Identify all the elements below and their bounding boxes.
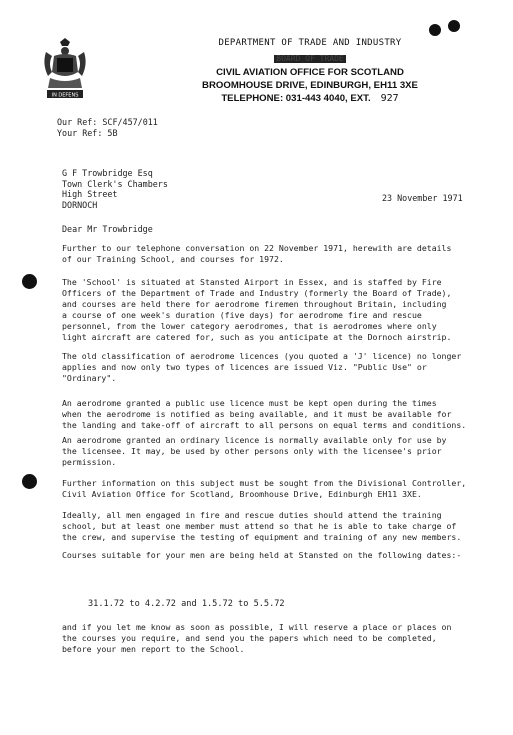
body-paragraph: Further information on this subject must be sought from the Divisional Controller, Civil Aviation Office for Scotland, Broomhouse Drive, Edinburgh EH11 3XE.	[62, 478, 467, 499]
department-name: DEPARTMENT OF TRADE AND INDUSTRY	[218, 38, 402, 48]
struck-out-board-of-trade: BOARD OF TRADE	[276, 54, 344, 63]
recipient-line: DORNOCH	[62, 199, 98, 210]
body-paragraph: The old classification of aerodrome licences (you quoted a 'J' licence) no longer applies and now only two types of licences are issued Viz. "Public Use" or "Ordinary".	[62, 351, 462, 383]
royal-crest-icon	[40, 38, 90, 100]
our-ref: Our Ref: SCF/457/011	[57, 117, 158, 127]
crest-motto: IN DEFENS	[51, 92, 79, 99]
reference-block	[57, 117, 158, 138]
ink-dot-top-right-1	[429, 24, 441, 36]
body-paragraph: An aerodrome granted an ordinary licence is normally available only for use by the licensee. It may, be used by other persons only with the licensee's prior permission.	[62, 435, 447, 467]
body-paragraph: Further to our telephone conversation on 22 November 1971, herewith are details of our Training School, and courses for 1972.	[62, 243, 452, 264]
body-paragraph: The 'School' is situated at Stansted Airport in Essex, and is staffed by Fire Officers of the Department of Trade and Industry (formerly the Board of Trade), and courses are held there for aerodrome firemen throughout Britain, including a course of one week's duration (five days) for aerodrome fire and rescue personnel, from the lower category aerodromes, that is aerodromes where only light aircraft are catered for, such as you anticipate at the Dornoch airstrip.	[62, 277, 452, 342]
office-name: CIVIL AVIATION OFFICE FOR SCOTLAND	[216, 67, 404, 78]
telephone-line	[150, 92, 470, 105]
punch-hole-upper	[22, 274, 37, 289]
body-paragraph: and if you let me know as soon as possible, I will reserve a place or places on the courses you require, and send you the papers which need to be completed, before your men report to the School.	[62, 622, 452, 654]
office-address: BROOMHOUSE DRIVE, EDINBURGH, EH11 3XE	[202, 80, 418, 91]
letterhead	[150, 38, 470, 105]
body-paragraph: An aerodrome granted a public use licence must be kept open during the times when the aerodrome is notified as being available, and it must be available for the landing and take-off of aircraft to all persons on equal terms and conditions.	[62, 398, 467, 430]
punch-hole-lower	[22, 474, 37, 489]
recipient-line: G F Trowbridge Esq	[62, 168, 153, 178]
salutation: Dear Mr Trowbridge	[62, 224, 153, 234]
telephone-extension: 927	[380, 93, 399, 104]
telephone-number: TELEPHONE: 031-443 4040, EXT.	[221, 93, 371, 104]
your-ref: Your Ref: 5B	[57, 127, 118, 138]
course-dates: 31.1.72 to 4.2.72 and 1.5.72 to 5.5.72	[88, 599, 285, 609]
body-paragraph: Courses suitable for your men are being held at Stansted on the following dates:-	[62, 550, 462, 560]
recipient-line: High Street	[62, 189, 118, 199]
letter-date: 23 November 1971	[382, 193, 463, 203]
recipient-address	[62, 168, 168, 210]
body-paragraph: Ideally, all men engaged in fire and rescue duties should attend the training school, but at least one member must attend so that he is able to take charge of the crew, and supervise the testing of equipment and training of any new members.	[62, 510, 462, 542]
ink-dot-top-right-2	[448, 20, 460, 32]
recipient-line: Town Clerk's Chambers	[62, 178, 168, 189]
